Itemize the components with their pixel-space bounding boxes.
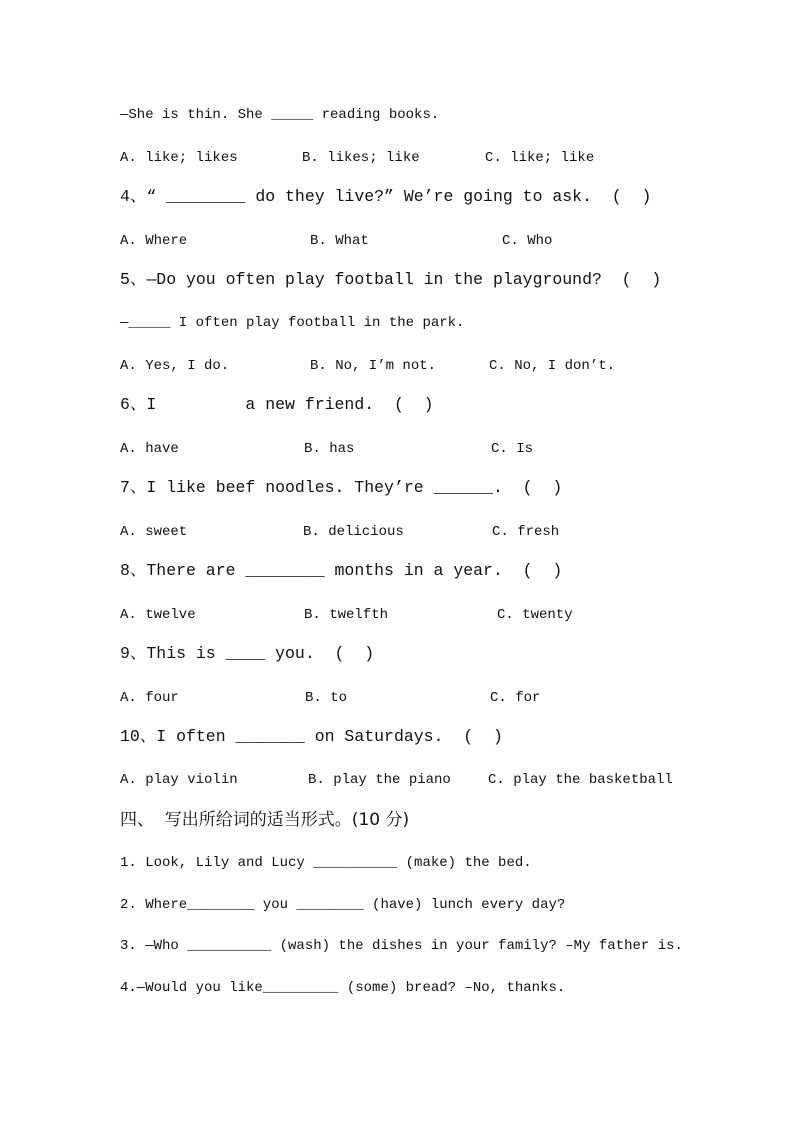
- q4-option-a: A. Where: [120, 233, 188, 249]
- q7-option-c: C. fresh: [492, 524, 560, 540]
- question-4: 4、“ ________ do they live?” We’re going to ask. ( ): [120, 187, 652, 206]
- q10-option-c: C. play the basketball: [488, 772, 673, 788]
- section-4-item-2: 2. Where________ you ________ (have) lunch every day?: [120, 897, 566, 913]
- q5-option-a: A. Yes, I do.: [120, 358, 230, 374]
- q3-option-a: A. like; likes: [120, 150, 238, 166]
- q10-option-a: A. play violin: [120, 772, 238, 788]
- q6-option-b: B. has: [304, 441, 355, 457]
- section-4-item-4: 4.—Would you like_________ (some) bread? –No, thanks.: [120, 980, 566, 996]
- q8-option-b: B. twelfth: [304, 607, 389, 623]
- q9-option-a: A. four: [120, 690, 179, 706]
- question-6: 6、I a new friend. ( ): [120, 395, 434, 414]
- question-5: 5、—Do you often play football in the playground? ( ): [120, 270, 662, 289]
- q3-option-c: C. like; like: [485, 150, 595, 166]
- q4-option-c: C. Who: [502, 233, 553, 249]
- q8-option-c: C. twenty: [497, 607, 573, 623]
- question-5-answer-line: —_____ I often play football in the park.: [120, 315, 465, 331]
- question-9: 9、This is ____ you. ( ): [120, 644, 375, 663]
- q9-option-c: C. for: [490, 690, 541, 706]
- question-8: 8、There are ________ months in a year. ( ): [120, 561, 563, 580]
- q5-option-b: B. No, I’m not.: [310, 358, 437, 374]
- q5-option-c: C. No, I don’t.: [489, 358, 616, 374]
- section-4-item-1: 1. Look, Lily and Lucy __________ (make) the bed.: [120, 855, 532, 871]
- q7-option-a: A. sweet: [120, 524, 188, 540]
- q8-option-a: A. twelve: [120, 607, 196, 623]
- section-4-heading: 四、 写出所给词的适当形式。(10 分): [120, 810, 410, 830]
- question-7: 7、I like beef noodles. They’re ______. ( ): [120, 478, 563, 497]
- q6-option-c: C. Is: [491, 441, 534, 457]
- q4-option-b: B. What: [310, 233, 369, 249]
- q7-option-b: B. delicious: [303, 524, 404, 540]
- q9-option-b: B. to: [305, 690, 348, 706]
- question-10: 10、I often _______ on Saturdays. ( ): [120, 727, 503, 746]
- q3-option-b: B. likes; like: [302, 150, 420, 166]
- question-3-line: —She is thin. She _____ reading books.: [120, 107, 440, 123]
- section-4-item-3: 3. —Who __________ (wash) the dishes in your family? –My father is.: [120, 938, 683, 954]
- q10-option-b: B. play the piano: [308, 772, 451, 788]
- q6-option-a: A. have: [120, 441, 179, 457]
